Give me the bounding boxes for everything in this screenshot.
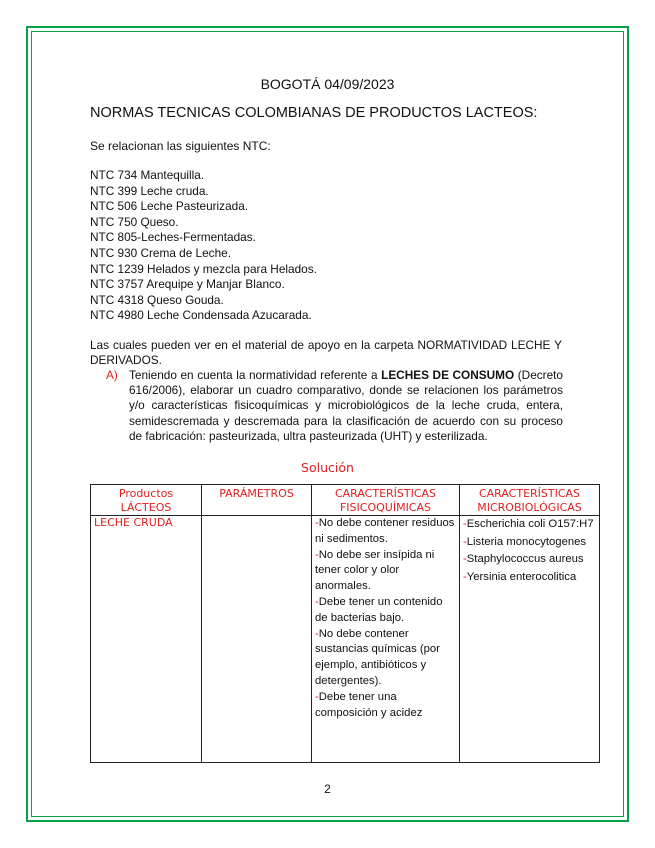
ntc-list-item: NTC 805-Leches-Fermentadas. — [90, 230, 256, 245]
ntc-list-item: NTC 1239 Helados y mezcla para Helados. — [90, 261, 317, 276]
support-paragraph: Las cuales pueden ver en el material de apoyo en la carpeta NORMATIVIDAD LECHE Y DERIVADOS. — [90, 338, 562, 367]
physicochemical-cell — [312, 516, 460, 763]
product-cell: LECHE CRUDA — [91, 516, 202, 763]
list-item: -No debe contener residuos ni sedimentos. — [315, 517, 455, 545]
solution-label: Solución — [301, 460, 354, 475]
ntc-list-item: NTC 399 Leche cruda. — [90, 183, 209, 198]
table-row — [91, 516, 600, 763]
ntc-list-item: NTC 4980 Leche Condensada Azucarada. — [90, 308, 312, 323]
list-item: -Debe tener un contenido de bacterias bajo. — [315, 595, 443, 624]
ntc-list — [90, 168, 317, 324]
list-item: -No debe ser insípida ni tener color y olor anormales. — [315, 548, 435, 593]
list-item: -Listeria monocytogenes — [463, 535, 587, 548]
document-title: BOGOTÁ 04/09/2023 — [260, 76, 395, 92]
list-item: -Yersinia enterocolitica — [463, 570, 577, 583]
ntc-list-item: NTC 930 Crema de Leche. — [90, 245, 231, 260]
microbiological-cell — [460, 516, 600, 763]
item-bold-text: LECHES DE CONSUMO — [381, 368, 515, 382]
list-item: -No debe contener sustancias químicas (por ejemplo, antibióticos y detergentes). — [315, 627, 440, 687]
ntc-list-item: NTC 734 Mantequilla. — [90, 168, 205, 182]
list-item: -Staphylococcus aureus — [463, 553, 584, 565]
list-item: -Escherichia coli O157:H7 — [463, 518, 594, 530]
table-header-cell: CARACTERÍSTICAS MICROBIOLÓGICAS — [460, 485, 600, 516]
intro-text: Se relacionan las siguientes NTC: — [90, 139, 271, 153]
ntc-list-item: NTC 3757 Arequipe y Manjar Blanco. — [90, 277, 285, 292]
document-heading: NORMAS TECNICAS COLOMBIANAS DE PRODUCTOS LACTEOS: — [90, 105, 538, 121]
ntc-list-item: NTC 750 Queso. — [90, 214, 179, 229]
ntc-list-item: NTC 506 Leche Pasteurizada. — [90, 199, 249, 214]
table-header-row — [91, 485, 600, 516]
table-header-cell: PARÁMETROS — [202, 485, 312, 516]
comparison-table — [90, 484, 600, 763]
item-text: Teniendo en cuenta la normatividad referente a LECHES DE CONSUMO (Decreto 616/2006), elaborar un cuadro comparativo, donde se relacionen los parámetros y/o características fisicoquímicas y microbiológicos de la leche cruda, entera, semidescremada y descremada para la clasificación de acuerdo con su proceso de fabricación: pasteurizada, ultra pasteurizada (UHT) y esterilizada. — [129, 368, 563, 443]
table-header-cell: Productos LÁCTEOS — [91, 485, 202, 516]
item-marker: A) — [106, 368, 118, 382]
table-header-cell: CARACTERÍSTICAS FISICOQUÍMICAS — [312, 485, 460, 516]
ntc-list-item: NTC 4318 Queso Gouda. — [90, 292, 224, 307]
parameters-cell — [202, 516, 312, 763]
list-item: -Debe tener una composición y acidez — [315, 690, 423, 719]
page-number: 2 — [324, 782, 331, 796]
